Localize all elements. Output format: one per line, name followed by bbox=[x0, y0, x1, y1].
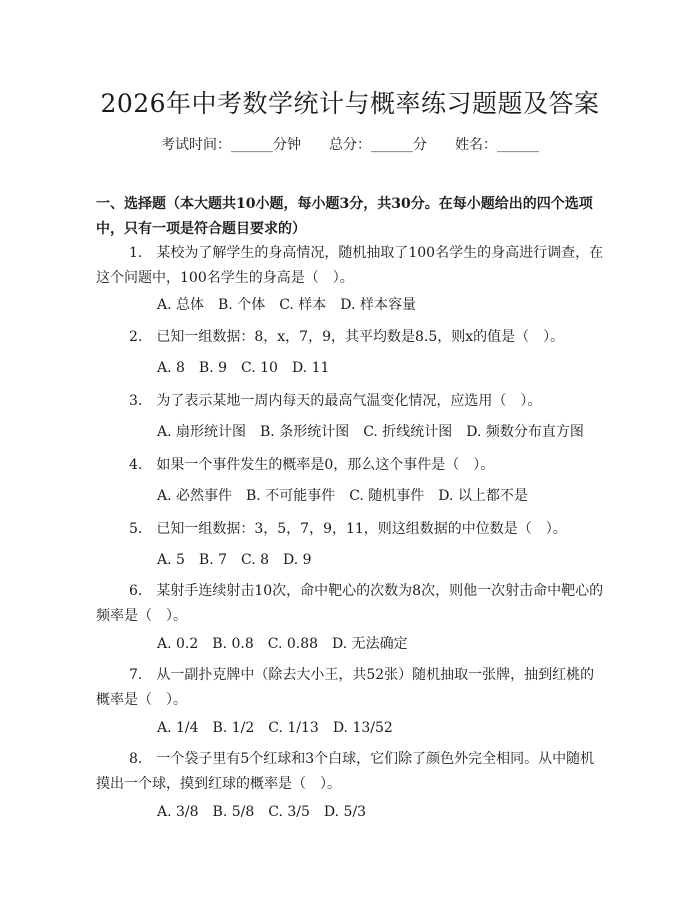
exam-time-label: 考试时间：______分钟 bbox=[161, 137, 301, 153]
student-name-label: 姓名：______ bbox=[455, 137, 539, 153]
question-1: 1. 某校为了解学生的身高情况，随机抽取了100名学生的身高进行调查，在这个问题中，100名学生的身高是（ ）。 bbox=[96, 245, 604, 286]
question-4-options: A. 必然事件 B. 不可能事件 C. 随机事件 D. 以上都不是 bbox=[157, 488, 528, 504]
exam-meta bbox=[0, 134, 700, 154]
section-heading: 一、选择题（本大题共10小题，每小题3分，共30分。在每小题给出的四个选项中，只有一项是符合题目要求的） bbox=[96, 196, 593, 237]
page-title: 2026年中考数学统计与概率练习题题及答案 bbox=[100, 89, 600, 118]
question-3: 3. 为了表示某地一周内每天的最高气温变化情况，应选用（ ）。 bbox=[129, 393, 542, 409]
question-4: 4. 如果一个事件发生的概率是0，那么这个事件是（ ）。 bbox=[129, 457, 495, 473]
question-5-options: A. 5 B. 7 C. 8 D. 9 bbox=[157, 552, 312, 568]
question-7-options: A. 1/4 B. 1/2 C. 1/13 D. 13/52 bbox=[157, 720, 393, 736]
question-1-options: A. 总体 B. 个体 C. 样本 D. 样本容量 bbox=[157, 297, 416, 313]
question-8-options: A. 3/8 B. 5/8 C. 3/5 D. 5/3 bbox=[157, 804, 367, 820]
question-2-options: A. 8 B. 9 C. 10 D. 11 bbox=[157, 360, 330, 376]
question-5: 5. 已知一组数据：3，5，7，9，11，则这组数据的中位数是（ ）。 bbox=[129, 521, 567, 537]
question-8: 8. 一个袋子里有5个红球和3个白球，它们除了颜色外完全相同。从中随机摸出一个球，摸到红球的概率是（ ）。 bbox=[96, 751, 595, 792]
question-3-options: A. 扇形统计图 B. 条形统计图 C. 折线统计图 D. 频数分布直方图 bbox=[157, 424, 584, 440]
total-score-label: 总分：______分 bbox=[329, 137, 427, 153]
question-7: 7. 从一副扑克牌中（除去大小王，共52张）随机抽取一张牌，抽到红桃的概率是（ ）。 bbox=[96, 667, 595, 708]
question-2: 2. 已知一组数据：8，x，7，9，其平均数是8.5，则x的值是（ ）。 bbox=[129, 329, 565, 345]
question-6: 6. 某射手连续射击10次，命中靶心的次数为8次，则他一次射击命中靶心的频率是（ ）。 bbox=[96, 583, 604, 624]
question-6-options: A. 0.2 B. 0.8 C. 0.88 D. 无法确定 bbox=[157, 636, 408, 652]
